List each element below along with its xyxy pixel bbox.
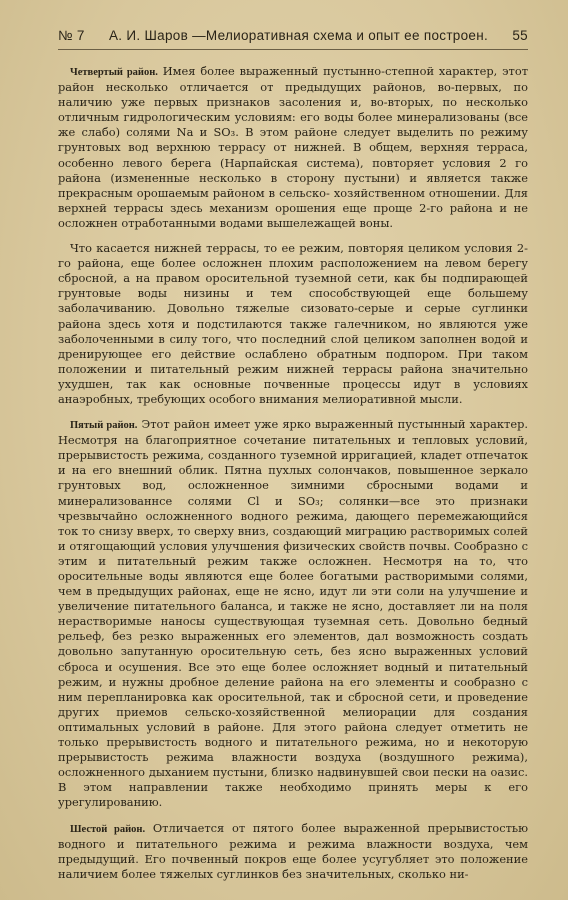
paragraph-heading: Пятый район. bbox=[70, 420, 138, 432]
paragraph-fifth-district bbox=[58, 417, 528, 810]
paragraph-heading: Четвертый район. bbox=[70, 67, 158, 78]
issue-number: № 7 bbox=[58, 28, 85, 43]
paragraph-text: Отличается от пятого более выраженной прерывистостью водного и питательного режима и режима влажности воздуха, чем предыдущий. Его почвенный покров еще более усугубляет это положение наличием более тяжелых суглинков без значительных, сколько ни- bbox=[58, 820, 528, 881]
paragraph-fourth-district bbox=[58, 64, 528, 231]
paragraph-text: Этот район имеет уже ярко выраженный пустынный характер. Несмотря на благоприятное сочетание питательных и тепловых условий, прерывистость режима, созданного туземной ирригацией, кладет отпечаток и на его внешний облик. Пятна пухлых солончаков, повышенное зеркало грунтовых вод, осложненное зимними сбросными водами и минерализованнсе солями Cl и SO₃; солянки—все это признаки чрезвычайно осложненного водного режима, дающего перемежающийся ток то снизу вверх, то сверху вниз, создающий миграцию растворимых солей и отягощающий условия улучшения физических свойств почвы. Сообразно с этим и питательный режим также осложнен. Несмотря на то, что оросительные воды являются еще более богатыми растворимыми солями, чем в предыдущих районах, еще не ясно, идут ли эти соли на улучшение и увеличение питательного баланса, и также не ясно, доставляет ли на поля нерастворимые наносы существующая туземная сеть. Довольно бедный рельеф, без резко выраженных его элементов, дал возможность создать довольно запутанную оросительную сеть, без ясно выраженных условий сброса и осушения. Все это еще более осложняет водный и питательный режим, и нужны дробное деление района на его элементы и сообразно с ним перепланировка как оросительной, так и сбросной сети, и проведение других приемов сельско-хозяйственной мелиорации для создания оптимальных условий в районе. Для этого района следует отметить не только прерывистость водного и питательного режима, но и некоторую прерывистость режима влажности воздуха (воздушного режима), осложненного дыханием пустыни, близко надвинувшей свои пески на оазис. В этом направлении также необходимо принять меры к его урегулированию. bbox=[58, 417, 528, 810]
paragraph-sixth-district bbox=[58, 821, 528, 882]
paragraph-heading: Шестой район. bbox=[70, 823, 146, 835]
paragraph-text: Что касается нижней террасы, то ее режим, повторяя целиком условия 2-го района, еще более осложнен плохим расположением на левом берегу сбросной, а на правом оросительной туземной сети, как бы подпирающей грунтовые воды низины и тем способствующей еще большему заболачиванию. Довольно тяжелые сизовато-серые и серые суглинки района здесь хотя и подстилаются также галечником, но являются уже заболоченными в силу того, что последний слой целиком заполнен водой и дренирующее его действие ослаблено обратным подпором. При таком положении и питательный режим нижней террасы района значительно ухудшен, так как основные почвенные процессы идут в условиях анаэробных, требующих особого внимания мелиоративной мысли. bbox=[58, 241, 528, 406]
page-number: 55 bbox=[512, 28, 528, 43]
running-header bbox=[58, 28, 528, 50]
paragraph-text: Имея более выраженный пустынно-степной характер, этот район несколько отличается от предыдущих районов, во-первых, по наличию уже первых признаков засоления и, во-вторых, по несколько отличным гидрологическим условиям: его воды более минерализованы (все же слабо) солями Na и SO₃. В этом районе следует выделить по режиму грунтовых вод верхнюю террасу от нижней. В общем, верхняя терраса, особенно левого берега (Нарпайская система), повторяет условия 2 го района (измененные несколько в сторону пустыни) и является также прекрасным орошаемым районом в сельско- хозяйственном отношении. Для верхней террасы здесь механизм орошения еще проще 2-го района и не осложнен отработанными водами вышележащей воны. bbox=[58, 64, 528, 230]
paragraph-lower-terrace bbox=[58, 241, 528, 407]
running-title: А. И. Шаров —Мелиоративная схема и опыт ее построен. bbox=[108, 28, 489, 43]
